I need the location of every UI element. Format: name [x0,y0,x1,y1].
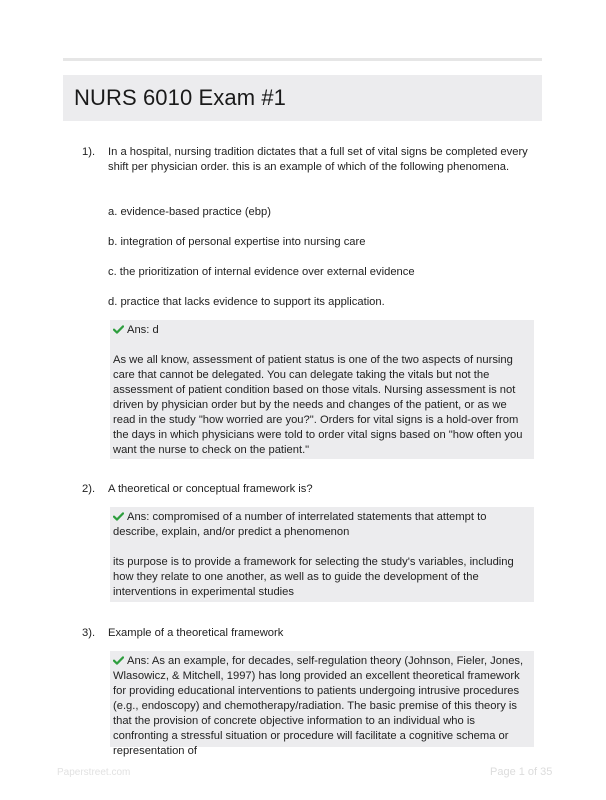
page-indicator: Page 1 of 35 [490,766,553,778]
option-a: a. evidence-based practice (ebp) [108,206,271,218]
answer-text: Ans: As an example, for decades, self-regulation theory (Johnson, Fieler, Jones, Wlasowicz, & Mitchell, 1997) has long provided an excellent theoretical framework for providing educational interventions to patients undergoing intrusive procedures (e.g., endoscopy) and chemotherapy/radiation. The basic premise of this theory is that the provision of concrete objective information to an individual who is confronting a stressful situation or procedure will facilitate a cognitive schema or representation of [113,655,524,757]
answer-explanation: As we all know, assessment of patient status is one of the two aspects of nursing care that cannot be delegated. You can delegate taking the vitals but not the assessment of patient condition based on those vitals. Nursing assessment is not driven by physician order but by the needs and changes of the patient, or as we read in the study "how worried are you?". Orders for vital signs is a hold-over from the days in which physicians were told to order vital signs based on "how often you want the nurse to check on the patient." [113,354,523,456]
check-icon [113,656,124,665]
option-d: d. practice that lacks evidence to support its application. [108,296,385,308]
question-text: In a hospital, nursing tradition dictates that a full set of vital signs be completed every shift per physician order. this is an example of which of the following phenomena. [108,146,528,173]
answer-line [113,654,531,759]
question-number: 1). [82,146,96,158]
watermark: Paperstreet.com [57,767,131,778]
option-c: c. the prioritization of internal evidence over external evidence [108,266,415,278]
title-banner [63,75,542,121]
answer-explanation: its purpose is to provide a framework for selecting the study's variables, including how they relate to one another, as well as to guide the development of the interventions in experimental studies [113,556,514,598]
question-number: 3). [82,627,96,639]
check-icon [113,325,124,334]
answer-box-3 [110,651,534,757]
answer-box-1 [110,320,534,459]
question-number: 2). [82,483,96,495]
question-text: A theoretical or conceptual framework is? [108,483,313,495]
top-divider [63,58,542,61]
option-b: b. integration of personal expertise into nursing care [108,236,366,248]
page-title: NURS 6010 Exam #1 [74,85,287,110]
answer-text: Ans: compromised of a number of interrelated statements that attempt to describe, explain, and/or predict a phenomenon [113,511,487,538]
answer-line [113,323,531,338]
answer-box-2 [110,507,534,602]
question-text: Example of a theoretical framework [108,627,284,639]
answer-text: Ans: d [127,324,159,336]
answer-line [113,510,531,540]
check-icon [113,512,124,521]
